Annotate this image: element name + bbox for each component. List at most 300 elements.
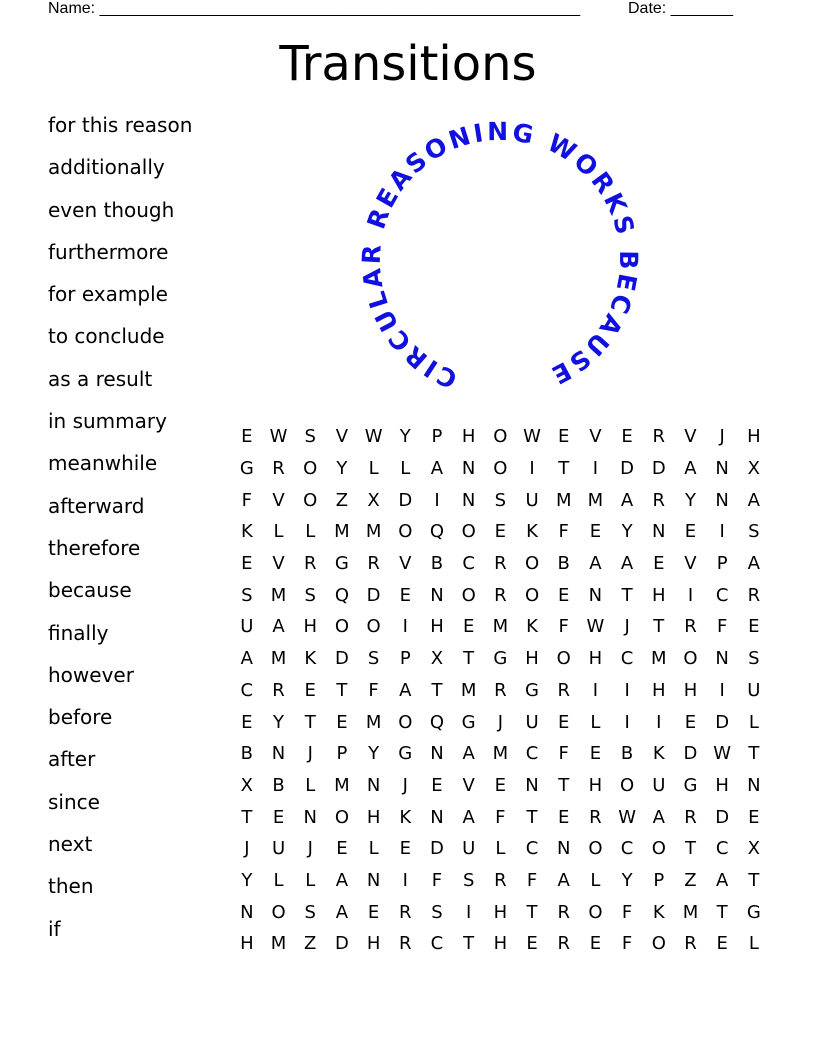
grid-letter: N [430, 743, 444, 765]
grid-letter: N [430, 584, 444, 606]
grid-letter: T [463, 933, 475, 955]
grid-letter: E [399, 838, 411, 860]
grid-letter: G [239, 458, 254, 480]
word-list-item: additionally [48, 155, 165, 180]
word-list-item: next [48, 832, 93, 857]
grid-letter: N [430, 806, 444, 828]
grid-letter: F [526, 869, 538, 891]
grid-letter: N [715, 489, 729, 511]
grid-letter: O [620, 774, 635, 796]
grid-letter: X [430, 648, 444, 670]
grid-letter: R [367, 553, 380, 575]
grid-letter: D [334, 933, 349, 955]
grid-letter: A [240, 648, 253, 670]
grid-row [231, 801, 770, 833]
grid-letter: D [366, 584, 381, 606]
grid-letter: H [715, 774, 729, 796]
grid-letter: A [620, 553, 634, 575]
grid-letter: D [651, 458, 666, 480]
grid-letter: T [558, 774, 570, 796]
grid-letter: E [748, 616, 760, 638]
grid-letter: M [270, 933, 287, 955]
grid-letter: V [399, 553, 412, 575]
grid-letter: M [460, 679, 477, 701]
grid-letter: L [748, 711, 759, 733]
grid-letter: R [557, 679, 570, 701]
grid-letter: E [684, 521, 697, 543]
grid-letter: F [558, 616, 569, 638]
grid-letter: P [716, 553, 728, 575]
grid-letter: M [651, 648, 667, 670]
grid-letter: E [494, 521, 507, 543]
grid-letter: I [402, 869, 408, 891]
grid-letter: J [497, 711, 503, 733]
grid-letter: N [366, 869, 381, 891]
grid-letter: H [461, 426, 476, 448]
grid-letter: E [304, 679, 316, 701]
grid-letter: X [367, 489, 380, 511]
grid-letter: E [431, 774, 443, 796]
grid-letter: W [364, 426, 383, 448]
word-list-item: then [48, 874, 94, 899]
grid-letter: C [715, 584, 729, 606]
grid-row [231, 643, 770, 675]
grid-letter: W [269, 426, 288, 448]
grid-letter: F [368, 679, 379, 701]
grid-letter: D [398, 489, 413, 511]
grid-letter: L [368, 838, 379, 860]
grid-letter: E [367, 901, 380, 923]
grid-letter: M [334, 774, 350, 796]
grid-letter: M [365, 521, 382, 543]
grid-letter: E [272, 806, 285, 828]
grid-letter: Q [429, 711, 445, 733]
grid-letter: T [336, 679, 348, 701]
word-list-item: because [48, 578, 132, 603]
grid-letter: L [273, 521, 284, 543]
grid-letter: E [621, 426, 633, 448]
grid-row [231, 421, 770, 453]
grid-letter: K [240, 521, 253, 543]
grid-letter: O [398, 521, 413, 543]
grid-letter: N [556, 838, 571, 860]
grid-letter: R [494, 553, 507, 575]
grid-letter: N [652, 521, 666, 543]
grid-letter: O [366, 616, 381, 638]
grid-letter: E [589, 933, 602, 955]
grid-letter: J [719, 426, 725, 448]
grid-letter: E [589, 743, 602, 765]
letter-grid [231, 421, 770, 960]
grid-letter: E [399, 584, 411, 606]
grid-letter: Z [304, 933, 317, 955]
grid-row [231, 738, 770, 770]
grid-letter: E [716, 933, 728, 955]
grid-letter: S [304, 584, 316, 606]
grid-letter: F [495, 806, 506, 828]
grid-letter: F [431, 869, 443, 891]
grid-letter: E [241, 553, 253, 575]
grid-letter: C [715, 838, 729, 860]
grid-letter: I [719, 679, 725, 701]
grid-letter: H [240, 933, 254, 955]
word-list-item: afterward [48, 493, 145, 518]
grid-letter: S [748, 648, 760, 670]
grid-letter: O [524, 553, 540, 575]
grid-letter: S [304, 426, 316, 448]
grid-letter: C [620, 838, 634, 860]
grid-letter: R [557, 901, 570, 923]
grid-letter: N [715, 458, 729, 480]
grid-letter: S [462, 869, 475, 891]
grid-letter: W [713, 743, 732, 765]
grid-letter: T [621, 584, 633, 606]
grid-row [231, 928, 770, 960]
word-list-item: for example [48, 282, 168, 307]
grid-letter: C [240, 679, 254, 701]
grid-letter: M [270, 584, 287, 606]
grid-letter: V [272, 553, 285, 575]
grid-letter: B [240, 743, 254, 765]
grid-letter: L [495, 838, 506, 860]
grid-letter: O [271, 901, 286, 923]
grid-letter: S [304, 901, 316, 923]
grid-letter: C [525, 838, 539, 860]
grid-letter: V [684, 426, 697, 448]
grid-letter: H [683, 679, 698, 701]
grid-letter: R [684, 933, 697, 955]
grid-letter: R [652, 489, 666, 511]
grid-letter: I [402, 616, 408, 638]
grid-letter: D [334, 648, 349, 670]
grid-letter: O [556, 648, 571, 670]
grid-row [231, 548, 770, 580]
grid-letter: S [367, 648, 380, 670]
grid-letter: C [430, 933, 444, 955]
grid-letter: A [747, 489, 760, 511]
grid-letter: Y [399, 426, 411, 448]
grid-row [231, 516, 770, 548]
grid-letter: Y [368, 743, 380, 765]
grid-letter: L [305, 521, 316, 543]
grid-letter: E [241, 426, 253, 448]
grid-letter: T [304, 711, 316, 733]
grid-row [231, 484, 770, 516]
grid-letter: R [684, 806, 697, 828]
word-list [48, 110, 192, 956]
grid-letter: I [529, 458, 535, 480]
grid-letter: A [430, 458, 444, 480]
grid-letter: B [430, 553, 444, 575]
grid-letter: O [461, 521, 476, 543]
grid-letter: E [558, 584, 570, 606]
grid-letter: E [494, 774, 507, 796]
grid-letter: Y [684, 489, 696, 511]
grid-letter: N [240, 901, 254, 923]
grid-letter: I [592, 679, 599, 701]
grid-letter: N [715, 648, 729, 670]
word-list-item: as a result [48, 366, 153, 391]
grid-letter: R [272, 458, 285, 480]
grid-letter: E [241, 711, 253, 733]
word-list-item: to conclude [48, 324, 165, 349]
word-list-item: meanwhile [48, 451, 158, 476]
grid-letter: C [462, 553, 475, 575]
grid-letter: R [652, 426, 666, 448]
grid-letter: O [651, 838, 666, 860]
grid-row [231, 706, 770, 738]
grid-letter: T [748, 869, 760, 891]
grid-letter: R [494, 679, 507, 701]
grid-letter: H [303, 616, 317, 638]
grid-letter: O [334, 806, 349, 828]
grid-letter: F [558, 743, 569, 765]
grid-letter: C [620, 648, 634, 670]
date-field-label: Date: _______ [628, 0, 733, 17]
grid-letter: L [305, 774, 316, 796]
grid-letter: T [558, 458, 570, 480]
grid-letter: N [366, 774, 381, 796]
grid-letter: V [462, 774, 475, 796]
grid-letter: E [336, 838, 348, 860]
grid-letter: E [653, 553, 665, 575]
grid-row [231, 833, 770, 865]
grid-letter: P [336, 743, 348, 765]
grid-letter: J [307, 838, 313, 860]
grid-letter: A [335, 901, 349, 923]
grid-letter: L [590, 711, 601, 733]
grid-letter: R [494, 584, 507, 606]
grid-letter: O [303, 458, 318, 480]
grid-letter: R [557, 933, 570, 955]
grid-letter: L [400, 458, 411, 480]
grid-letter: A [715, 869, 729, 891]
grid-letter: G [683, 774, 698, 796]
grid-letter: A [399, 679, 412, 701]
grid-letter: E [589, 521, 602, 543]
word-list-item: therefore [48, 535, 141, 560]
grid-letter: P [653, 869, 665, 891]
word-list-item: however [48, 662, 134, 687]
grid-letter: A [272, 616, 285, 638]
grid-letter: I [656, 711, 662, 733]
grid-letter: G [525, 679, 539, 701]
grid-letter: V [272, 489, 285, 511]
word-list-item: finally [48, 620, 109, 645]
grid-letter: H [588, 774, 603, 796]
word-list-item: after [48, 747, 96, 772]
grid-letter: H [747, 426, 761, 448]
grid-letter: I [434, 489, 440, 511]
grid-letter: M [270, 648, 287, 670]
grid-letter: Q [334, 584, 349, 606]
grid-letter: O [493, 458, 508, 480]
grid-letter: O [461, 584, 476, 606]
grid-letter: O [588, 901, 603, 923]
name-field-label: Name: ______________________________________________________ [48, 0, 581, 17]
word-list-item: since [48, 789, 100, 814]
grid-letter: F [621, 901, 633, 923]
grid-letter: T [241, 806, 253, 828]
grid-letter: L [305, 869, 316, 891]
grid-letter: G [334, 553, 349, 575]
grid-letter: J [402, 774, 408, 796]
grid-letter: H [430, 616, 444, 638]
grid-letter: T [526, 806, 538, 828]
grid-letter: A [557, 869, 570, 891]
grid-letter: T [684, 838, 696, 860]
grid-letter: N [588, 584, 603, 606]
grid-letter: O [683, 648, 698, 670]
grid-letter: V [684, 553, 697, 575]
grid-letter: R [399, 901, 412, 923]
grid-letter: J [624, 616, 630, 638]
grid-letter: Y [621, 869, 633, 891]
grid-letter: N [271, 743, 286, 765]
grid-letter: F [241, 489, 253, 511]
grid-letter: L [368, 458, 379, 480]
grid-letter: T [748, 743, 760, 765]
grid-letter: A [747, 553, 760, 575]
grid-letter: L [748, 933, 759, 955]
grid-letter: C [525, 743, 539, 765]
grid-letter: K [304, 648, 317, 670]
word-list-item: for this reason [48, 113, 193, 137]
grid-letter: O [398, 711, 413, 733]
grid-letter: T [716, 901, 728, 923]
grid-letter: G [746, 901, 761, 923]
grid-letter: I [624, 679, 630, 701]
word-list-item: in summary [48, 409, 167, 434]
grid-letter: W [618, 806, 636, 828]
word-list-item: furthermore [48, 239, 169, 264]
grid-letter: O [493, 426, 508, 448]
grid-letter: Z [335, 489, 349, 511]
grid-letter: B [620, 743, 634, 765]
grid-letter: Y [241, 869, 253, 891]
grid-letter: W [523, 426, 541, 448]
grid-letter: V [589, 426, 602, 448]
grid-letter: I [624, 711, 630, 733]
grid-letter: T [526, 901, 538, 923]
grid-letter: O [303, 489, 318, 511]
grid-letter: I [719, 521, 725, 543]
grid-letter: Y [336, 458, 348, 480]
grid-letter: N [461, 458, 476, 480]
grid-letter: H [652, 584, 666, 606]
grid-letter: H [366, 806, 381, 828]
grid-letter: L [590, 869, 601, 891]
grid-letter: S [431, 901, 443, 923]
grid-letter: O [651, 933, 666, 955]
grid-letter: A [335, 869, 349, 891]
grid-letter: K [399, 806, 412, 828]
grid-letter: F [621, 933, 633, 955]
grid-letter: M [334, 521, 350, 543]
grid-letter: E [526, 933, 538, 955]
grid-letter: U [240, 616, 254, 638]
grid-letter: M [365, 711, 382, 733]
word-list-item: even though [48, 197, 175, 222]
grid-letter: W [586, 616, 605, 638]
grid-letter: A [652, 806, 665, 828]
grid-row [231, 896, 770, 928]
header [48, 0, 733, 18]
word-list-item: before [48, 705, 113, 730]
circular-motto-text: CIRCULAR REASONING WORKS BECAUSE [356, 116, 644, 395]
grid-letter: R [747, 584, 761, 606]
grid-letter: H [366, 933, 381, 955]
grid-letter: R [684, 616, 697, 638]
grid-letter: R [303, 553, 317, 575]
grid-letter: E [462, 616, 475, 638]
grid-letter: S [241, 584, 253, 606]
circular-motto [355, 115, 645, 405]
page-title: Transitions [279, 36, 537, 92]
grid-letter: R [589, 806, 602, 828]
grid-letter: R [272, 679, 285, 701]
word-list-item: if [48, 916, 61, 941]
grid-letter: Y [273, 711, 285, 733]
grid-letter: M [492, 743, 509, 765]
grid-letter: U [525, 711, 539, 733]
grid-letter: P [431, 426, 443, 448]
grid-letter: J [307, 743, 313, 765]
grid-letter: G [461, 711, 476, 733]
grid-row [231, 675, 770, 707]
grid-letter: T [653, 616, 665, 638]
grid-letter: E [748, 806, 760, 828]
grid-letter: H [652, 679, 666, 701]
grid-letter: V [335, 426, 349, 448]
grid-letter: D [430, 838, 444, 860]
grid-letter: F [716, 616, 728, 638]
grid-letter: L [273, 869, 284, 891]
grid-letter: A [462, 743, 475, 765]
grid-letter: H [588, 648, 603, 670]
grid-letter: E [684, 711, 697, 733]
grid-letter: O [334, 616, 349, 638]
grid-letter: H [493, 933, 508, 955]
grid-letter: E [558, 806, 570, 828]
grid-row [231, 770, 770, 802]
grid-letter: Q [429, 521, 445, 543]
grid-letter: P [399, 648, 411, 670]
grid-letter: A [684, 458, 697, 480]
grid-letter: Y [621, 521, 633, 543]
grid-letter: E [558, 711, 570, 733]
grid-letter: K [652, 743, 665, 765]
grid-letter: G [493, 648, 508, 670]
grid-letter: M [587, 489, 604, 511]
grid-letter: G [398, 743, 413, 765]
grid-letter: T [463, 648, 475, 670]
grid-letter: K [526, 521, 538, 543]
grid-letter: T [431, 679, 443, 701]
grid-letter: Z [684, 869, 697, 891]
grid-letter: I [687, 584, 694, 606]
grid-letter: D [715, 711, 730, 733]
grid-letter: N [525, 774, 539, 796]
grid-row [231, 579, 770, 611]
grid-row [231, 865, 770, 897]
grid-letter: E [336, 711, 348, 733]
grid-letter: A [589, 553, 602, 575]
grid-letter: B [557, 553, 570, 575]
grid-letter: O [524, 584, 540, 606]
grid-letter: R [399, 933, 412, 955]
grid-letter: D [715, 806, 730, 828]
